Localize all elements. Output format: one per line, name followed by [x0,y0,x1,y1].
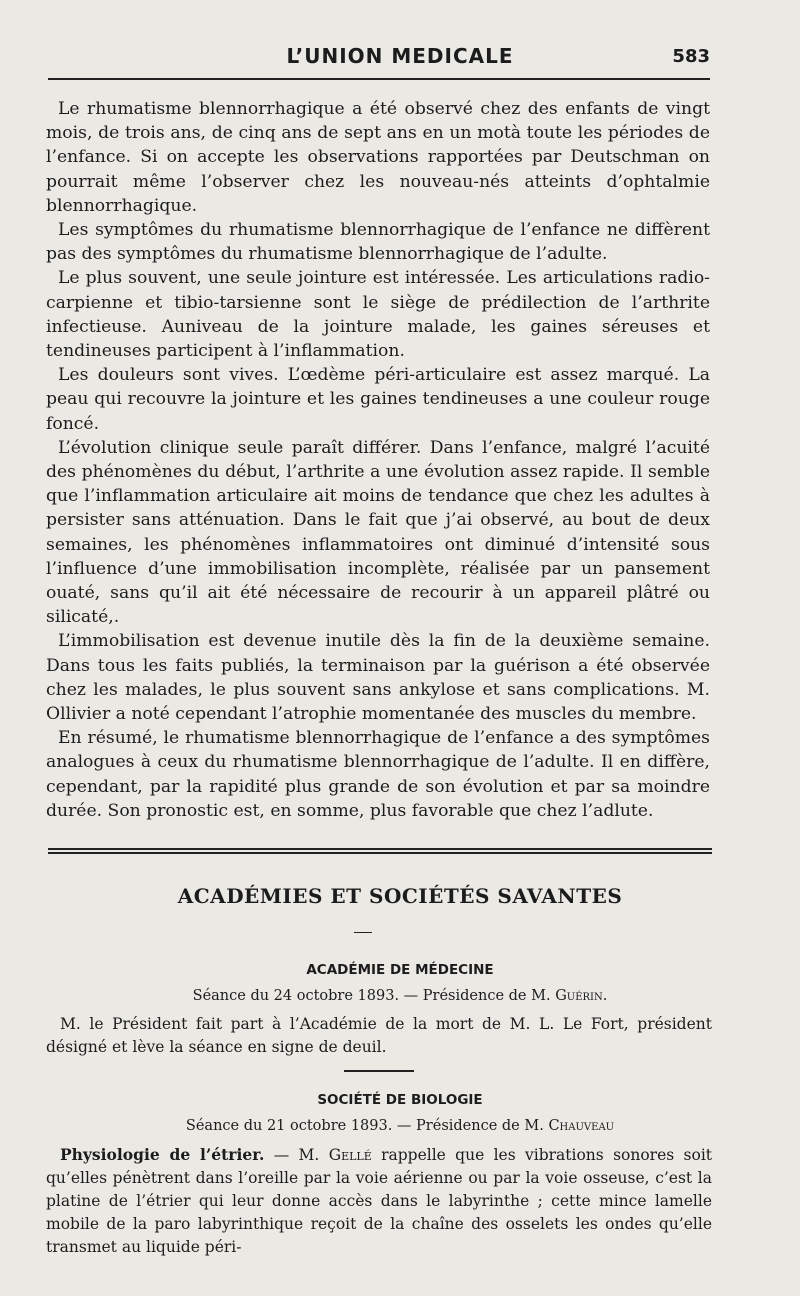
section-title: ACADÉMIES ET SOCIÉTÉS SAVANTES [177,884,623,908]
medecine-seance-prefix: Séance du 24 octobre 1893. — Présidence de M. [192,988,551,1004]
header-rule [48,78,710,80]
medecine-president: Guérin. [555,988,608,1004]
biologie-paragraph [46,1143,712,1259]
journal-title: L’UNION MEDICALE [286,44,514,68]
article-paragraph: L’immobilisation est devenue inutile dès la fin de la deuxième semaine. Dans tous les faits publiés, la terminaison par la guérison a été observée chez les malades, le plus souvent sans ankylose et sans complications. M. Ollivier a noté cependant l’atrophie momentanée des muscles du membre. [46,631,710,725]
article-paragraph: Les douleurs sont vives. L’œdème péri-articulaire est assez marqué. La peau qui recouvre la jointure et les gaines tendineuses a une couleur rouge foncé. [46,365,710,434]
speaker-name: Gellé [328,1146,372,1164]
article-paragraph: Le plus souvent, une seule jointure est intéressée. Les articulations radio-carpienne et tibio-tarsienne sont le siège de prédilection de l’arthrite infectieuse. Auniveau de la jointure malade, les gaines séreuses et tendineuses participent à l’inflammation. [46,268,710,362]
societe-biologie-title: SOCIÉTÉ DE BIOLOGIE [317,1092,483,1108]
biologie-president: Chauveau [548,1118,615,1134]
article-paragraph: En résumé, le rhumatisme blennorrhagique de l’enfance a des symptômes analogues à ceux du rhumatisme blennorrhagique de l’adulte. Il en diffère, cependant, par la rapidité plus grande de son évolution et par sa moindre durée. Son pronostic est, en somme, plus favorable que chez l’adlute. [46,728,710,821]
biologie-seance-prefix: Séance du 21 octobre 1893. — Présidence de M. [185,1118,544,1134]
section-divider [48,848,712,854]
page-number: 583 [672,46,710,67]
medecine-seance-line [0,988,800,1004]
subsection-rule [344,1070,414,1072]
article-body [46,97,710,823]
article-paragraph: Les symptômes du rhumatisme blennorrhagique de l’enfance ne diffèrent pas des symptômes du rhumatisme blennorrhagique de l’adulte. [46,220,710,265]
biologie-body: rappelle que les vibrations sonores soit qu’elles pénètrent dans l’oreille par la voie aérienne ou par la voie osseuse, c’est la platine de l’étrier qui leur donne accès dans le labyrinthe ; cette mince lamelle mobile de la paro labyrinthique reçoit de la chaîne des osselets les ondes qu’elle transmet au liquide péri- [46,1146,713,1256]
biologie-heading: Physiologie de l’étrier. [60,1145,265,1164]
title-dash [354,932,372,933]
article-paragraph: L’évolution clinique seule paraît différer. Dans l’enfance, malgré l’acuité des phénomènes du début, l’arthrite a une évolution assez rapide. Il semble que l’inflammation articulaire ait moins de tendance que chez les adultes à persister sans atténuation. Dans le fait que j’ai observé, au bout de deux semaines, les phénomènes inflammatoires ont diminué d’intensité sous l’influence d’une immobilisation incomplète, réalisée par un pansement ouaté, sans qu’il ait été nécessaire de recourir à un appareil plâtré ou silicaté,. [46,437,710,628]
academie-medecine-title: ACADÉMIE DE MÉDECINE [306,962,494,978]
speaker-prefix: — M. [273,1146,320,1164]
medecine-text [46,1013,712,1059]
article-paragraph: Le rhumatisme blennorrhagique a été observé chez des enfants de vingt mois, de trois ans, de cinq ans de sept ans en un motà toute les périodes de l’enfance. Si on accepte les observations rapportées par Deutschman on pourrait même l’observer chez les nouveau-nés atteints d’ophtalmie blennorrhagique. [46,99,710,216]
biologie-seance-line [0,1118,800,1134]
biologie-text [46,1143,712,1259]
medecine-paragraph: M. le Président fait part à l’Académie de la mort de M. L. Le Fort, président désigné et lève la séance en signe de deuil. [46,1015,712,1056]
